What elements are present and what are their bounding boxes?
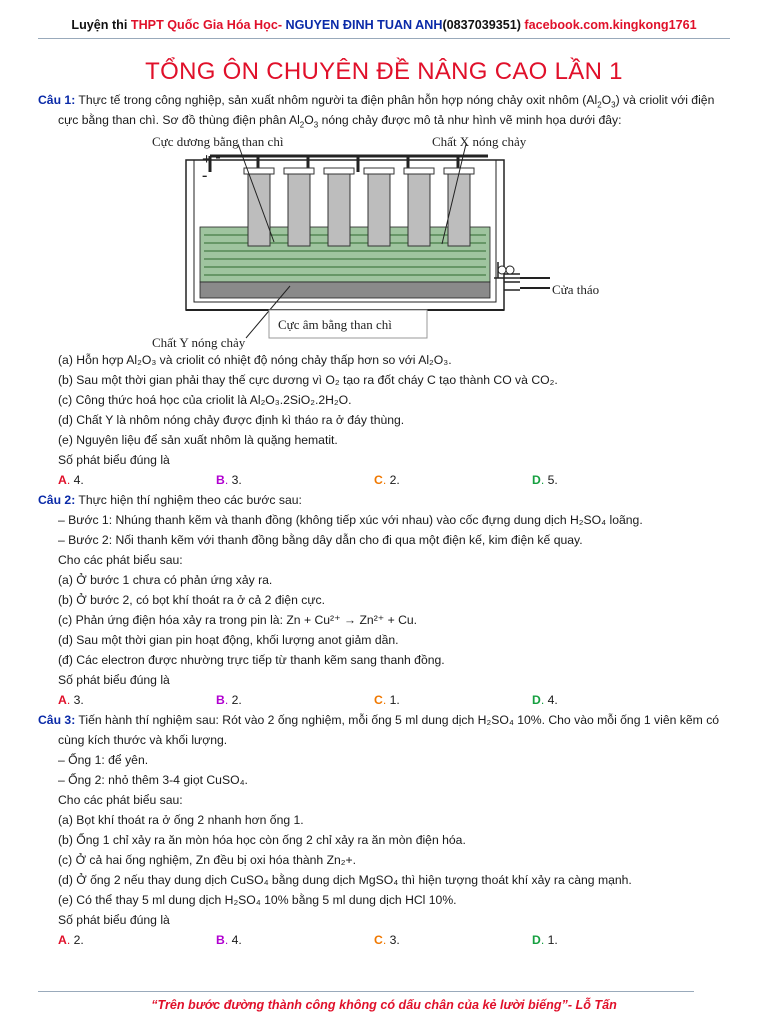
- question-1-intro: Câu 1: Thực tế trong công nghiệp, sản xuất nhôm người ta điện phân hỗn hợp nóng chảy oxit nhôm $(Al_2O_3)$ và criolit với điện cực bằng than chì. Sơ đồ thùng điện phân $Al_2O_3$ nóng chảy được mô tả như hình vẽ minh họa dưới đây:: [38, 93, 715, 130]
- option-b[interactable]: B. 3.: [216, 473, 242, 487]
- question-2-label: Câu 2:: [38, 493, 76, 507]
- statement: (e) Có thể thay 5 ml dung dịch H₂SO₄ 10% bằng 5 ml dung dịch HCl 10%.: [58, 893, 457, 907]
- statement: (b) Ở bước 2, có bọt khí thoát ra ở cả 2 điện cực.: [58, 593, 325, 607]
- statement: (c) Phản ứng điện hóa xảy ra trong pin là: Zn + Cu²⁺ → Zn²⁺ + Cu.: [58, 613, 418, 627]
- statement: (c) Ở cả hai ống nghiệm, Zn đều bị oxi hóa thành Zn₂+.: [58, 853, 357, 867]
- statement: – Bước 2: Nối thanh kẽm với thanh đồng bằng dây dẫn cho đi qua một điện kế, kim điện kế quay.: [58, 533, 583, 547]
- statement: (a) Bọt khí thoát ra ở ống 2 nhanh hơn ống 1.: [58, 813, 304, 827]
- statement: Cho các phát biểu sau:: [58, 793, 183, 807]
- header-subject: THPT Quốc Gia Hóa Học-: [130, 18, 286, 32]
- question-3-intro: Tiến hành thí nghiệm sau: Rót vào 2 ống nghiệm, mỗi ống 5 ml dung dịch H₂SO₄ 10%. Cho vào mỗi ống 1 viên kẽm có: [75, 713, 720, 727]
- option-d[interactable]: D. 1.: [532, 933, 558, 947]
- statement: (b) Ống 1 chỉ xảy ra ăn mòn hóa học còn ống 2 chỉ xảy ra ăn mòn điện hóa.: [58, 833, 466, 847]
- question-3-options: [58, 930, 658, 950]
- question-1-text-a: Thực tế trong công nghiệp, sản xuất nhôm người ta điện phân hỗn hợp nóng chảy oxit nhôm (Al: [75, 93, 598, 107]
- statement: (đ) Các electron được nhường trực tiếp từ thanh kẽm sang thanh đồng.: [58, 653, 445, 667]
- statement-question: Số phát biểu đúng là: [58, 673, 170, 687]
- question-1-statements: [58, 350, 758, 470]
- footer-divider: [38, 991, 694, 992]
- statement-question: Số phát biểu đúng là: [58, 453, 170, 467]
- statement: (b) Sau một thời gian phải thay thế cực dương vì O₂ tạo ra đốt cháy C tạo thành CO và CO₂.: [58, 373, 558, 387]
- page-title: TỔNG ÔN CHUYÊN ĐỀ NÂNG CAO LẦN 1: [145, 58, 623, 85]
- minus-sign: -: [202, 167, 208, 184]
- question-2-options: [58, 690, 658, 710]
- option-b[interactable]: B. 2.: [216, 693, 242, 707]
- statement: (c) Công thức hoá học của criolit là Al₂O₃.2SiO₂.2H₂O.: [58, 393, 352, 407]
- statement: (e) Nguyên liệu để sản xuất nhôm là quặng hematit.: [58, 433, 338, 447]
- header-facebook: facebook.com.kingkong1761: [524, 18, 697, 32]
- option-d[interactable]: D. 5.: [532, 473, 558, 487]
- option-a[interactable]: A. 3.: [58, 693, 84, 707]
- y-label: Chất Y nóng chảy: [152, 335, 246, 350]
- statement: (d) Chất Y là nhôm nóng chảy được định kì tháo ra ở đáy thùng.: [58, 413, 405, 427]
- option-c[interactable]: C. 2.: [374, 473, 400, 487]
- statement: – Bước 1: Nhúng thanh kẽm và thanh đồng (không tiếp xúc với nhau) vào cốc đựng dung dịch H₂SO₄ loãng.: [58, 513, 643, 527]
- statement: – Ống 1: để yên.: [58, 753, 149, 767]
- question-1-label: Câu 1:: [38, 93, 76, 107]
- header-prefix: Luyện thi: [71, 18, 131, 32]
- electrolysis-diagram: [148, 132, 618, 350]
- question-1-options: [58, 470, 658, 490]
- question-2-intro: Thực hiện thí nghiệm theo các bước sau:: [75, 493, 302, 507]
- molten-aluminium-layer: [200, 282, 490, 298]
- statement: (d) Sau một thời gian pin hoạt động, khối lượng anot giảm dần.: [58, 633, 399, 647]
- statement-question: Số phát biểu đúng là: [58, 913, 170, 927]
- statement: (a) Ở bước 1 chưa có phản ứng xảy ra.: [58, 573, 273, 587]
- footer-quote: “Trên bước đường thành công không có dấu chân của kẻ lười biếng”- Lỗ Tấn: [151, 998, 617, 1012]
- statement: – Ống 2: nhỏ thêm 3-4 giọt CuSO₄.: [58, 773, 248, 787]
- page-header: [0, 18, 768, 32]
- question-1-text-c: cực bằng than chì. Sơ đồ thùng điện phân Al: [58, 113, 300, 127]
- statement: (d) Ở ống 2 nếu thay dung dịch CuSO₄ bằng dung dịch MgSO₄ thì hiện tượng thoát khí xảy ra càng mạnh.: [58, 873, 632, 887]
- option-d[interactable]: D. 4.: [532, 693, 558, 707]
- option-a[interactable]: A. 2.: [58, 933, 84, 947]
- question-1-text-d: nóng chảy được mô tả như hình vẽ minh họa dưới đây:: [318, 113, 622, 127]
- statement: cùng kích thước và khối lượng.: [58, 733, 228, 747]
- option-c[interactable]: C. 3.: [374, 933, 400, 947]
- question-3-label: Câu 3:: [38, 713, 76, 727]
- header-divider: [38, 38, 730, 39]
- option-c[interactable]: C. 1.: [374, 693, 400, 707]
- header-phone: (0837039351): [442, 18, 525, 32]
- header-author: NGUYEN ĐINH TUAN ANH: [285, 18, 443, 32]
- question-2: [38, 490, 738, 690]
- cathode-label: Cực âm bằng than chì: [278, 317, 392, 332]
- option-a[interactable]: A. 4.: [58, 473, 84, 487]
- question-1-text-b: ) và criolit với điện: [615, 93, 715, 107]
- statement: Cho các phát biểu sau:: [58, 553, 183, 567]
- outlet-label: Cửa tháo: [552, 282, 600, 297]
- anode-label: Cực dương bằng than chì: [152, 134, 284, 149]
- x-label: Chất X nóng chảy: [432, 134, 527, 149]
- option-b[interactable]: B. 4.: [216, 933, 242, 947]
- plus-sign: +: [202, 151, 212, 168]
- question-3: [38, 710, 738, 930]
- statement: (a) Hỗn hợp Al₂O₃ và criolit có nhiệt độ nóng chảy thấp hơn so với Al₂O₃.: [58, 353, 452, 367]
